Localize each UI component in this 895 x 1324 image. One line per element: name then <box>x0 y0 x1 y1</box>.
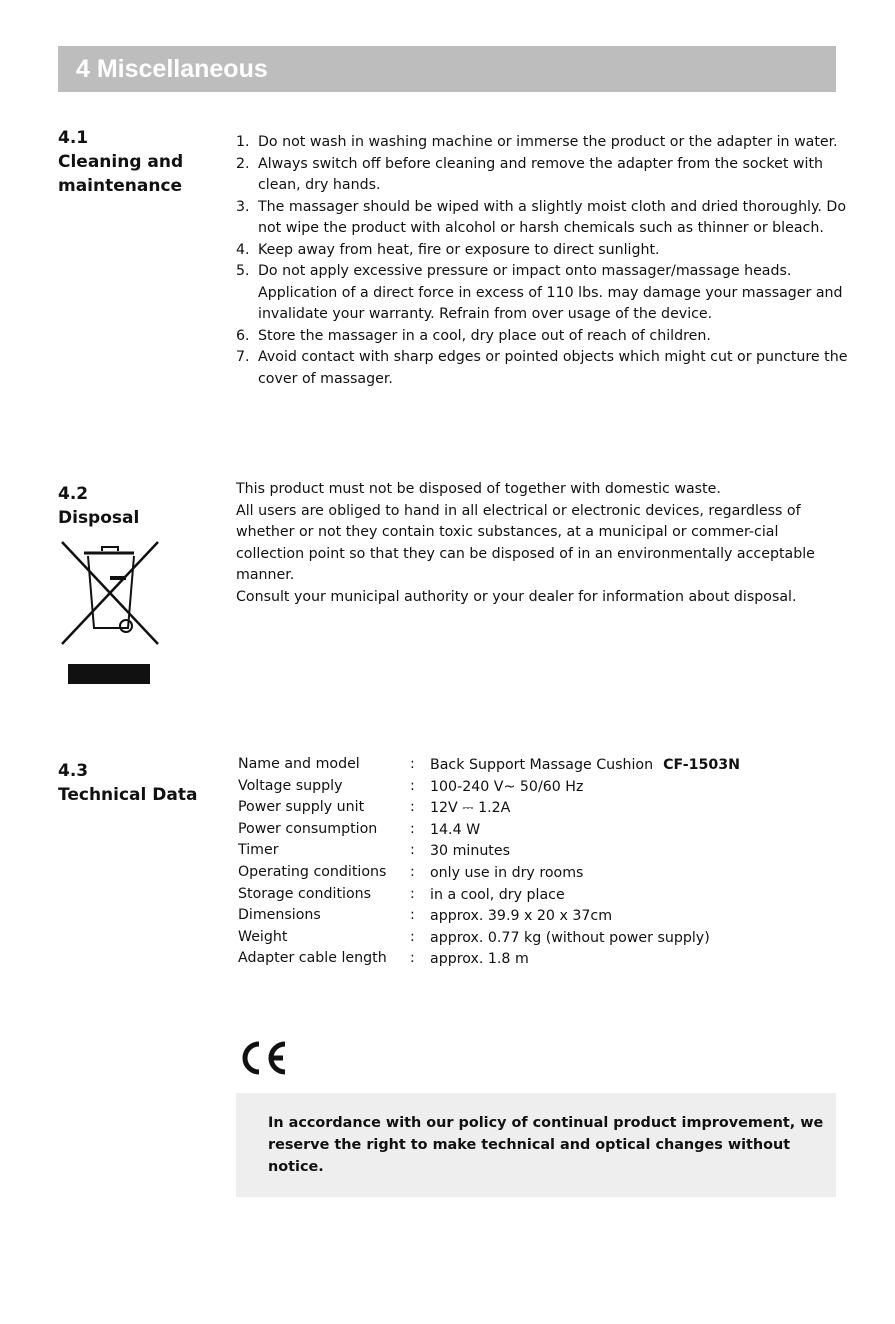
list-item-text: Do not wash in washing machine or immerse the product or the adapter in water. <box>258 134 838 150</box>
cleaning-section-number: 4.1 <box>58 128 89 148</box>
notice-box <box>236 1093 836 1197</box>
table-row <box>238 840 838 862</box>
list-item-text: Do not apply excessive pressure or impact onto massager/massage heads. Application of a direct force in excess of 110 lbs. may damage your massager and invalidate your warranty. Refrain from over usage of the device. <box>258 263 843 322</box>
cleaning-section-label <box>58 126 218 198</box>
spec-value: 14.4 W <box>430 821 481 838</box>
product-name: Back Support Massage Cushion <box>430 757 654 773</box>
table-row <box>238 862 838 884</box>
spec-value <box>430 755 740 777</box>
disposal-paragraph: Consult your municipal authority or your dealer for information about disposal. <box>236 588 797 605</box>
list-item-number: 3. <box>236 198 250 215</box>
list-item-text: The massager should be wiped with a slightly moist cloth and dried thoroughly. Do not wipe the product with alcohol or harsh chemicals such as thinner or bleach. <box>258 198 846 236</box>
spec-separator: : <box>410 842 415 859</box>
list-item <box>236 347 850 390</box>
spec-separator: : <box>410 907 415 924</box>
list-item-text: Always switch off before cleaning and remove the adapter from the socket with clean, dry hands. <box>258 155 823 193</box>
list-item <box>236 154 850 197</box>
spec-label: Power consumption <box>238 820 378 837</box>
cleaning-instructions-list <box>236 132 850 390</box>
list-item-number: 1. <box>236 134 250 150</box>
spec-separator: : <box>410 756 415 772</box>
disposal-section-label <box>58 482 218 530</box>
spec-label: Name and model <box>238 756 360 772</box>
list-item <box>236 240 850 262</box>
spec-value: only use in dry rooms <box>430 864 584 881</box>
disposal-text <box>236 479 848 608</box>
cleaning-section-title-line2: maintenance <box>58 176 183 196</box>
disposal-section-title: Disposal <box>58 508 140 528</box>
spec-value: approx. 39.9 x 20 x 37cm <box>430 908 613 925</box>
spec-label: Power supply unit <box>238 799 365 816</box>
disposal-section-number: 4.2 <box>58 484 89 504</box>
cleaning-section-title-line1: Cleaning and <box>58 152 184 172</box>
spec-separator: : <box>410 885 415 902</box>
spec-separator: : <box>410 799 415 816</box>
spec-value: 12V ⎓ 1.2A <box>430 800 511 817</box>
notice-text: In accordance with our policy of continual product improvement, we reserve the right to make technical and optical changes without notice. <box>268 1115 824 1175</box>
spec-label: Weight <box>238 928 288 945</box>
list-item-text: Keep away from heat, fire or exposure to direct sunlight. <box>258 241 660 258</box>
table-row <box>238 754 838 776</box>
ce-mark-icon <box>237 1040 289 1076</box>
spec-label: Adapter cable length <box>238 950 387 967</box>
spec-label: Timer <box>238 842 279 859</box>
list-item <box>236 132 850 154</box>
list-item <box>236 261 850 326</box>
spec-separator: : <box>410 928 415 945</box>
spec-value: approx. 0.77 kg (without power supply) <box>430 929 710 946</box>
disposal-paragraph: All users are obliged to hand in all electrical or electronic devices, regardless of whether or not they contain toxic substances, at a municipal or commer-cial collection point so that they can be disposed of in an environmentally acceptable manner. <box>236 502 815 583</box>
list-item-number: 4. <box>236 241 250 258</box>
technical-section-label <box>58 759 218 807</box>
list-item <box>236 326 850 348</box>
table-row <box>238 905 838 927</box>
table-row <box>238 927 838 949</box>
table-row <box>238 948 838 970</box>
spec-label: Operating conditions <box>238 863 387 880</box>
weee-bar <box>68 664 150 684</box>
spec-label: Voltage supply <box>238 777 343 794</box>
disposal-paragraph: This product must not be disposed of together with domestic waste. <box>236 481 721 497</box>
section-header-bar <box>58 46 836 92</box>
list-item-number: 7. <box>236 349 250 365</box>
table-row <box>238 776 838 798</box>
spec-separator: : <box>410 950 415 967</box>
list-item-text: Store the massager in a cool, dry place out of reach of children. <box>258 327 711 344</box>
list-item-number: 5. <box>236 263 250 279</box>
table-row <box>238 884 838 906</box>
section-heading: 4 Miscellaneous <box>76 55 268 83</box>
spec-value: approx. 1.8 m <box>430 951 529 968</box>
spec-separator: : <box>410 777 415 794</box>
spec-label: Storage conditions <box>238 885 372 902</box>
list-item <box>236 197 850 240</box>
spec-separator: : <box>410 863 415 880</box>
spec-value: 30 minutes <box>430 843 510 860</box>
model-code: CF-1503N <box>663 757 741 773</box>
spec-label: Dimensions <box>238 907 321 924</box>
technical-data-table <box>238 754 838 970</box>
list-item-text: Avoid contact with sharp edges or pointed objects which might cut or puncture the cover of massager. <box>258 349 848 387</box>
spec-value: 100-240 V~ 50/60 Hz <box>430 778 584 795</box>
table-row <box>238 797 838 819</box>
table-row <box>238 819 838 841</box>
spec-value: in a cool, dry place <box>430 886 565 903</box>
crossed-out-wheelie-bin-icon <box>58 538 162 688</box>
technical-section-title: Technical Data <box>58 785 198 805</box>
spec-separator: : <box>410 820 415 837</box>
list-item-number: 6. <box>236 327 250 344</box>
technical-section-number: 4.3 <box>58 761 89 781</box>
list-item-number: 2. <box>236 155 250 172</box>
